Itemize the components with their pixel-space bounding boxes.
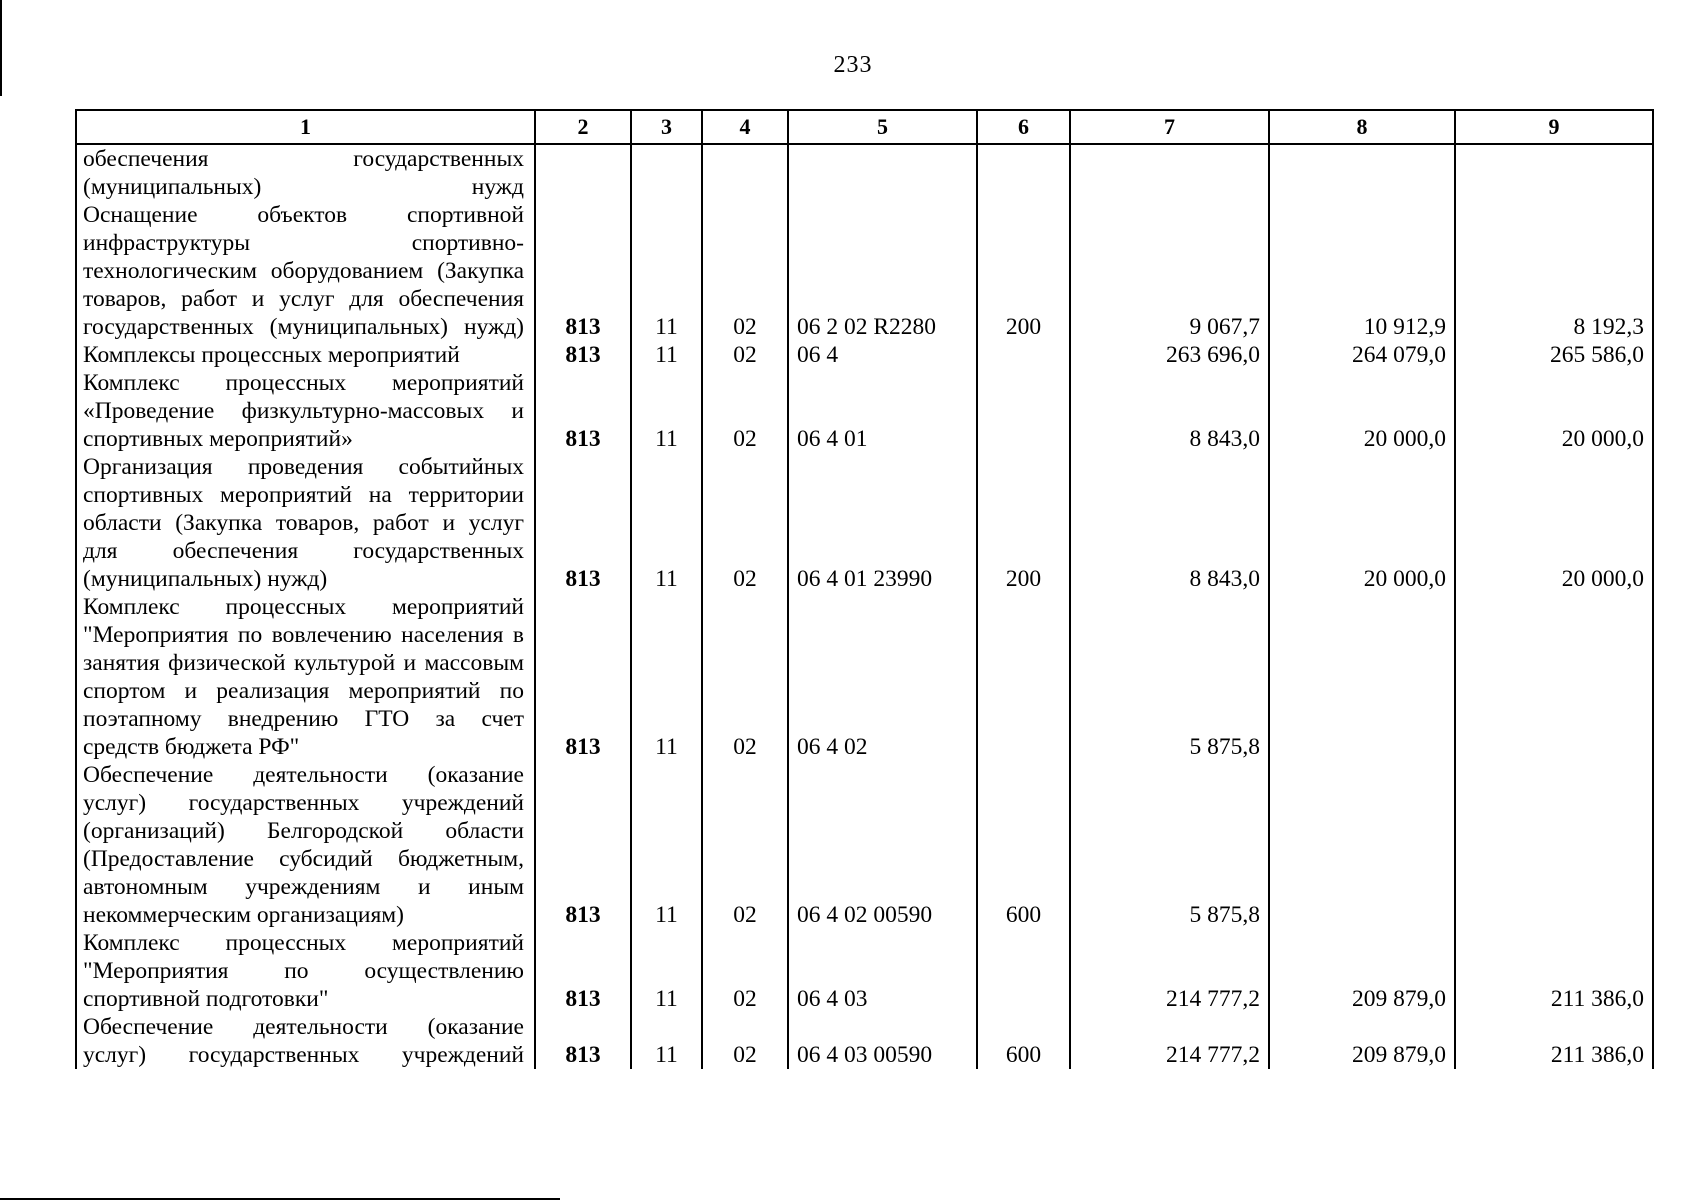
- row-subsection: 02: [702, 369, 788, 453]
- table-row: [76, 341, 1653, 369]
- row-section: 11: [631, 453, 702, 593]
- column-header-1: 1: [76, 110, 535, 144]
- row-expense-type: [977, 369, 1070, 453]
- row-value-col9: [1455, 761, 1653, 929]
- row-name: Комплекс процессных мероприятий "Мероприятия по вовлечению населения в занятия физической культурой и массовым спортом и реализация мероприятий по поэтапному внедрению ГТО за счет средств бюджета РФ": [76, 593, 535, 761]
- table-row: [76, 761, 1653, 929]
- row-value-col8: 209 879,0: [1269, 1013, 1455, 1069]
- row-value-col7: 8 843,0: [1070, 453, 1269, 593]
- row-subsection: 02: [702, 453, 788, 593]
- row-subsection: 02: [702, 201, 788, 341]
- row-expense-type: 200: [977, 453, 1070, 593]
- row-grbs: 813: [535, 201, 631, 341]
- row-value-col7: [1070, 144, 1269, 201]
- column-header-9: 9: [1455, 110, 1653, 144]
- row-expense-type: [977, 929, 1070, 1013]
- row-target-article: 06 4 03: [788, 929, 977, 1013]
- row-name: Комплексы процессных мероприятий: [76, 341, 535, 369]
- row-subsection: 02: [702, 929, 788, 1013]
- row-expense-type: [977, 593, 1070, 761]
- row-value-col8: 20 000,0: [1269, 453, 1455, 593]
- row-expense-type: [977, 341, 1070, 369]
- row-value-col9: [1455, 593, 1653, 761]
- row-value-col7: 5 875,8: [1070, 761, 1269, 929]
- row-value-col7: 214 777,2: [1070, 1013, 1269, 1069]
- row-section: 11: [631, 929, 702, 1013]
- row-expense-type: [977, 144, 1070, 201]
- row-target-article: 06 4 01 23990: [788, 453, 977, 593]
- row-value-col9: [1455, 144, 1653, 201]
- row-value-col8: [1269, 761, 1455, 929]
- row-value-col9: 8 192,3: [1455, 201, 1653, 341]
- budget-table: [75, 109, 1654, 1069]
- row-subsection: 02: [702, 341, 788, 369]
- table-row: [76, 453, 1653, 593]
- row-grbs: 813: [535, 453, 631, 593]
- row-grbs: [535, 144, 631, 201]
- table-row: [76, 201, 1653, 341]
- row-value-col9: 211 386,0: [1455, 929, 1653, 1013]
- row-target-article: 06 4 01: [788, 369, 977, 453]
- row-value-col7: 9 067,7: [1070, 201, 1269, 341]
- row-target-article: 06 4 03 00590: [788, 1013, 977, 1069]
- table-header: [76, 110, 1653, 144]
- table-row: [76, 929, 1653, 1013]
- row-value-col7: 214 777,2: [1070, 929, 1269, 1013]
- row-name: Комплекс процессных мероприятий «Проведение физкультурно-массовых и спортивных мероприятий»: [76, 369, 535, 453]
- row-expense-type: 600: [977, 1013, 1070, 1069]
- row-name: Комплекс процессных мероприятий "Мероприятия по осуществлению спортивной подготовки": [76, 929, 535, 1013]
- row-value-col8: 209 879,0: [1269, 929, 1455, 1013]
- row-value-col7: 263 696,0: [1070, 341, 1269, 369]
- row-grbs: 813: [535, 369, 631, 453]
- row-target-article: 06 4 02: [788, 593, 977, 761]
- table-row: [76, 369, 1653, 453]
- row-section: 11: [631, 341, 702, 369]
- row-value-col9: 20 000,0: [1455, 453, 1653, 593]
- row-value-col9: 265 586,0: [1455, 341, 1653, 369]
- row-target-article: 06 2 02 R2280: [788, 201, 977, 341]
- table-row: [76, 144, 1653, 201]
- row-expense-type: 200: [977, 201, 1070, 341]
- row-value-col8: 10 912,9: [1269, 201, 1455, 341]
- column-header-8: 8: [1269, 110, 1455, 144]
- column-header-3: 3: [631, 110, 702, 144]
- row-name: Обеспечение деятельности (оказание услуг) государственных учреждений: [76, 1013, 535, 1069]
- row-grbs: 813: [535, 593, 631, 761]
- row-value-col9: 20 000,0: [1455, 369, 1653, 453]
- header-row: [76, 110, 1653, 144]
- row-target-article: 06 4 02 00590: [788, 761, 977, 929]
- row-subsection: 02: [702, 761, 788, 929]
- table-body: [76, 144, 1653, 1069]
- row-target-article: [788, 144, 977, 201]
- row-value-col8: [1269, 144, 1455, 201]
- column-header-5: 5: [788, 110, 977, 144]
- row-grbs: 813: [535, 341, 631, 369]
- page-number: 233: [833, 52, 873, 78]
- column-header-7: 7: [1070, 110, 1269, 144]
- column-header-2: 2: [535, 110, 631, 144]
- column-header-6: 6: [977, 110, 1070, 144]
- row-name: Обеспечение деятельности (оказание услуг) государственных учреждений (организаций) Белгородской области (Предоставление субсидий бюджетным, автономным учреждениям и иным некоммерческим организациям): [76, 761, 535, 929]
- row-subsection: 02: [702, 1013, 788, 1069]
- scan-edge-line: [0, 0, 2, 96]
- row-name: Оснащение объектов спортивной инфраструктуры спортивно-технологическим оборудованием (Закупка товаров, работ и услуг для обеспечения государственных (муниципальных) нужд): [76, 201, 535, 341]
- row-value-col8: [1269, 593, 1455, 761]
- row-section: 11: [631, 593, 702, 761]
- row-value-col7: 5 875,8: [1070, 593, 1269, 761]
- row-grbs: 813: [535, 929, 631, 1013]
- row-section: 11: [631, 761, 702, 929]
- row-name: Организация проведения событийных спортивных мероприятий на территории области (Закупка товаров, работ и услуг для обеспечения государственных (муниципальных) нужд): [76, 453, 535, 593]
- row-subsection: 02: [702, 593, 788, 761]
- row-name: обеспечения государственных (муниципальных) нужд: [76, 144, 535, 201]
- row-section: 11: [631, 201, 702, 341]
- row-grbs: 813: [535, 761, 631, 929]
- row-target-article: 06 4: [788, 341, 977, 369]
- row-section: [631, 144, 702, 201]
- column-header-4: 4: [702, 110, 788, 144]
- row-section: 11: [631, 1013, 702, 1069]
- row-value-col8: 264 079,0: [1269, 341, 1455, 369]
- row-grbs: 813: [535, 1013, 631, 1069]
- row-value-col9: 211 386,0: [1455, 1013, 1653, 1069]
- row-value-col7: 8 843,0: [1070, 369, 1269, 453]
- row-expense-type: 600: [977, 761, 1070, 929]
- row-value-col8: 20 000,0: [1269, 369, 1455, 453]
- table-row: [76, 1013, 1653, 1069]
- row-section: 11: [631, 369, 702, 453]
- table-row: [76, 593, 1653, 761]
- row-subsection: [702, 144, 788, 201]
